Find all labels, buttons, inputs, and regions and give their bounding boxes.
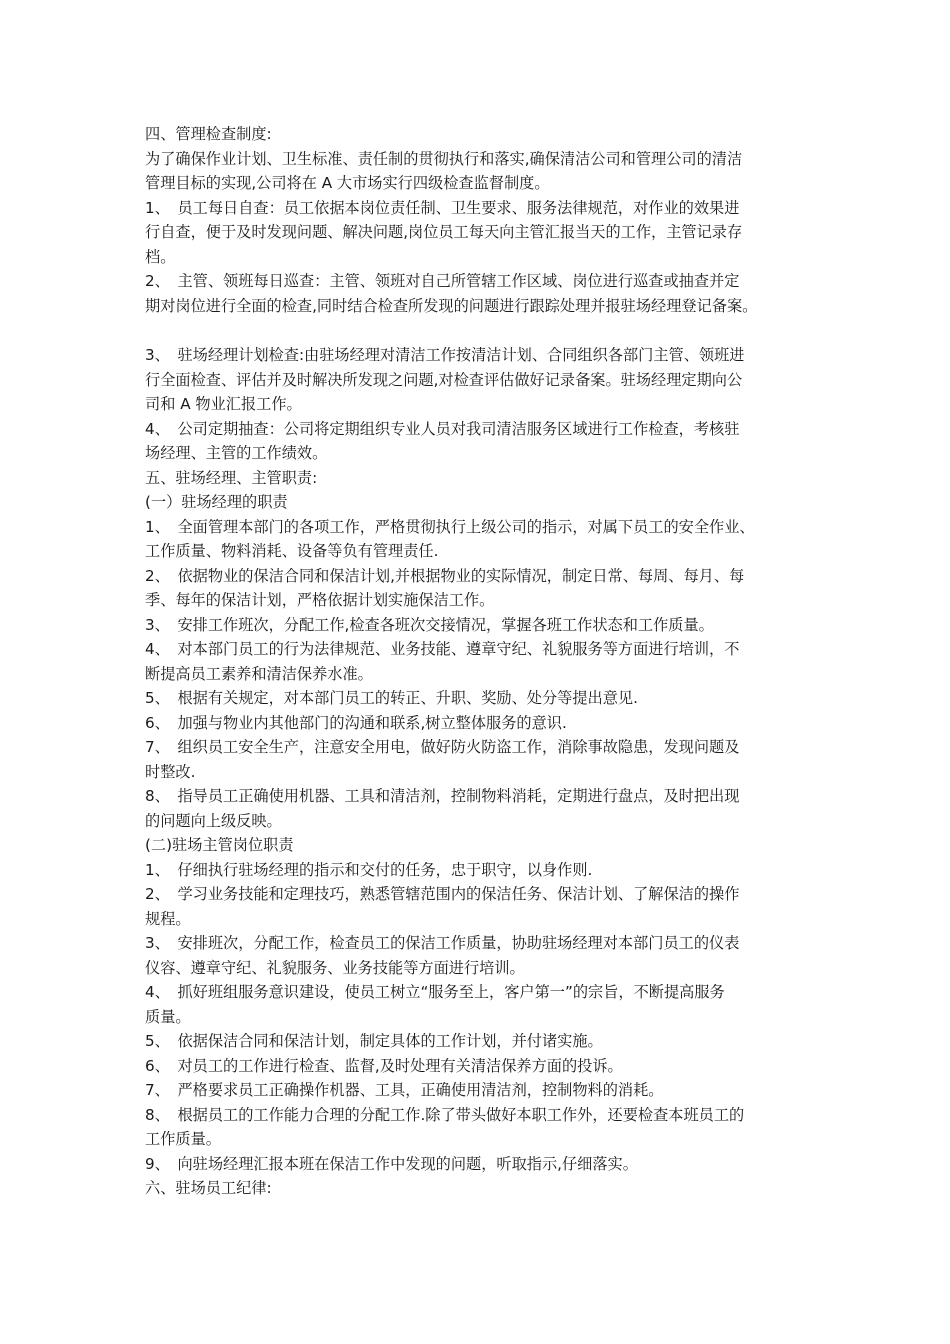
text-line: 2、 学习业务技能和定理技巧，熟悉管辖范围内的保洁任务、保洁计划、了解保洁的操作: [145, 885, 740, 903]
text-line: (一）驻场经理的职责: [145, 493, 288, 511]
text-line: 5、 根据有关规定，对本部门员工的转正、升职、奖励、处分等提出意见.: [145, 689, 638, 707]
text-line: 质量。: [145, 1007, 191, 1026]
text-line: 2、 依据物业的保洁合同和保洁计划,并根据物业的实际情况，制定日常、每周、每月、每: [145, 566, 745, 585]
text-line: 4、 对本部门员工的行为法律规范、业务技能、遵章守纪、礼貌服务等方面进行培训，不: [145, 640, 740, 658]
text-line: 7、 组织员工安全生产，注意安全用电，做好防火防盗工作，消除事故隐患，发现问题及: [145, 738, 740, 756]
text-line: (二)驻场主管岗位职责: [145, 836, 294, 854]
text-line: 行自查，便于及时发现问题、解决问题,岗位员工每天向主管汇报当天的工作，主管记录存: [145, 223, 743, 241]
text-line: 司和 A 物业汇报工作。: [145, 395, 302, 413]
text-line: 为了确保作业计划、卫生标准、责任制的贯彻执行和落实,确保清洁公司和管理公司的清洁: [145, 149, 743, 168]
text-line: 行全面检查、评估并及时解决所发现之问题,对检查评估做好记录备案。驻场经理定期向公: [145, 370, 743, 389]
text-line: 9、 向驻场经理汇报本班在保洁工作中发现的问题，听取指示,仔细落实。: [145, 1154, 638, 1173]
text-line: 1、 全面管理本部门的各项工作，严格贯彻执行上级公司的指示，对属下员工的安全作业、: [145, 517, 755, 536]
text-line: 期对岗位进行全面的检查,同时结合检查所发现的问题进行跟踪处理并报驻场经理登记备案。: [145, 296, 758, 315]
text-line: 四、管理检查制度:: [145, 125, 272, 143]
text-line: 3、 安排工作班次，分配工作,检查各班次交接情况，掌握各班工作状态和工作质量。: [145, 615, 714, 634]
text-line: 断提高员工素养和清洁保养水准。: [145, 664, 373, 683]
text-line: 六、驻场员工纪律:: [145, 1179, 272, 1197]
document-body: [145, 122, 825, 1201]
text-line: 时整改.: [145, 762, 196, 781]
text-line: 管理目标的实现,公司将在 A 大市场实行四级检查监督制度。: [145, 174, 550, 192]
text-line: 7、 严格要求员工正确操作机器、工具，正确使用清洁剂，控制物料的消耗。: [145, 1081, 664, 1099]
text-line: 规程。: [145, 909, 191, 928]
text-line: 6、 加强与物业内其他部门的沟通和联系,树立整体服务的意识.: [145, 713, 567, 732]
text-line: 1、 员工每日自查：员工依据本岗位责任制、卫生要求、服务法律规范，对作业的效果进: [145, 198, 740, 217]
text-line: 8、 根据员工的工作能力合理的分配工作.除了带头做好本职工作外，还要检查本班员工的: [145, 1105, 745, 1124]
text-line: 工作质量。: [145, 1130, 221, 1148]
text-line: 仪容、遵章守纪、礼貌服务、业务技能等方面进行培训。: [145, 958, 525, 977]
text-line: 工作质量、物料消耗、设备等负有管理责任.: [145, 542, 439, 560]
text-line: 6、 对员工的工作进行检查、监督,及时处理有关清洁保养方面的投诉。: [145, 1056, 623, 1075]
text-line: 2、 主管、领班每日巡查：主管、领班对自己所管辖工作区域、岗位进行巡查或抽查并定: [145, 272, 740, 290]
text-line: 季、每年的保洁计划，严格依据计划实施保洁工作。: [145, 591, 495, 609]
text-line: 3、 安排班次，分配工作，检查员工的保洁工作质量，协助驻场经理对本部门员工的仪表: [145, 934, 740, 952]
text-line: 1、 仔细执行驻场经理的指示和交付的任务，忠于职守，以身作则.: [145, 860, 593, 879]
text-line: 4、 公司定期抽查：公司将定期组织专业人员对我司清洁服务区域进行工作检查，考核驻: [145, 419, 740, 438]
text-line: 的问题向上级反映。: [145, 811, 282, 830]
text-line: 五、驻场经理、主管职责:: [145, 468, 318, 487]
blank-line: [145, 318, 825, 343]
text-line: 档。: [145, 247, 176, 266]
text-line: 场经理、主管的工作绩效。: [145, 444, 328, 462]
text-line: 5、 依据保洁合同和保洁计划，制定具体的工作计划，并付诸实施。: [145, 1032, 603, 1050]
text-line: 4、 抓好班组服务意识建设，使员工树立“服务至上，客户第一”的宗旨，不断提高服务: [145, 983, 725, 1001]
text-line: 3、 驻场经理计划检查:由驻场经理对清洁工作按清洁计划、合同组织各部门主管、领班进: [145, 346, 745, 364]
text-line: 8、 指导员工正确使用机器、工具和清洁剂，控制物料消耗，定期进行盘点，及时把出现: [145, 787, 740, 805]
